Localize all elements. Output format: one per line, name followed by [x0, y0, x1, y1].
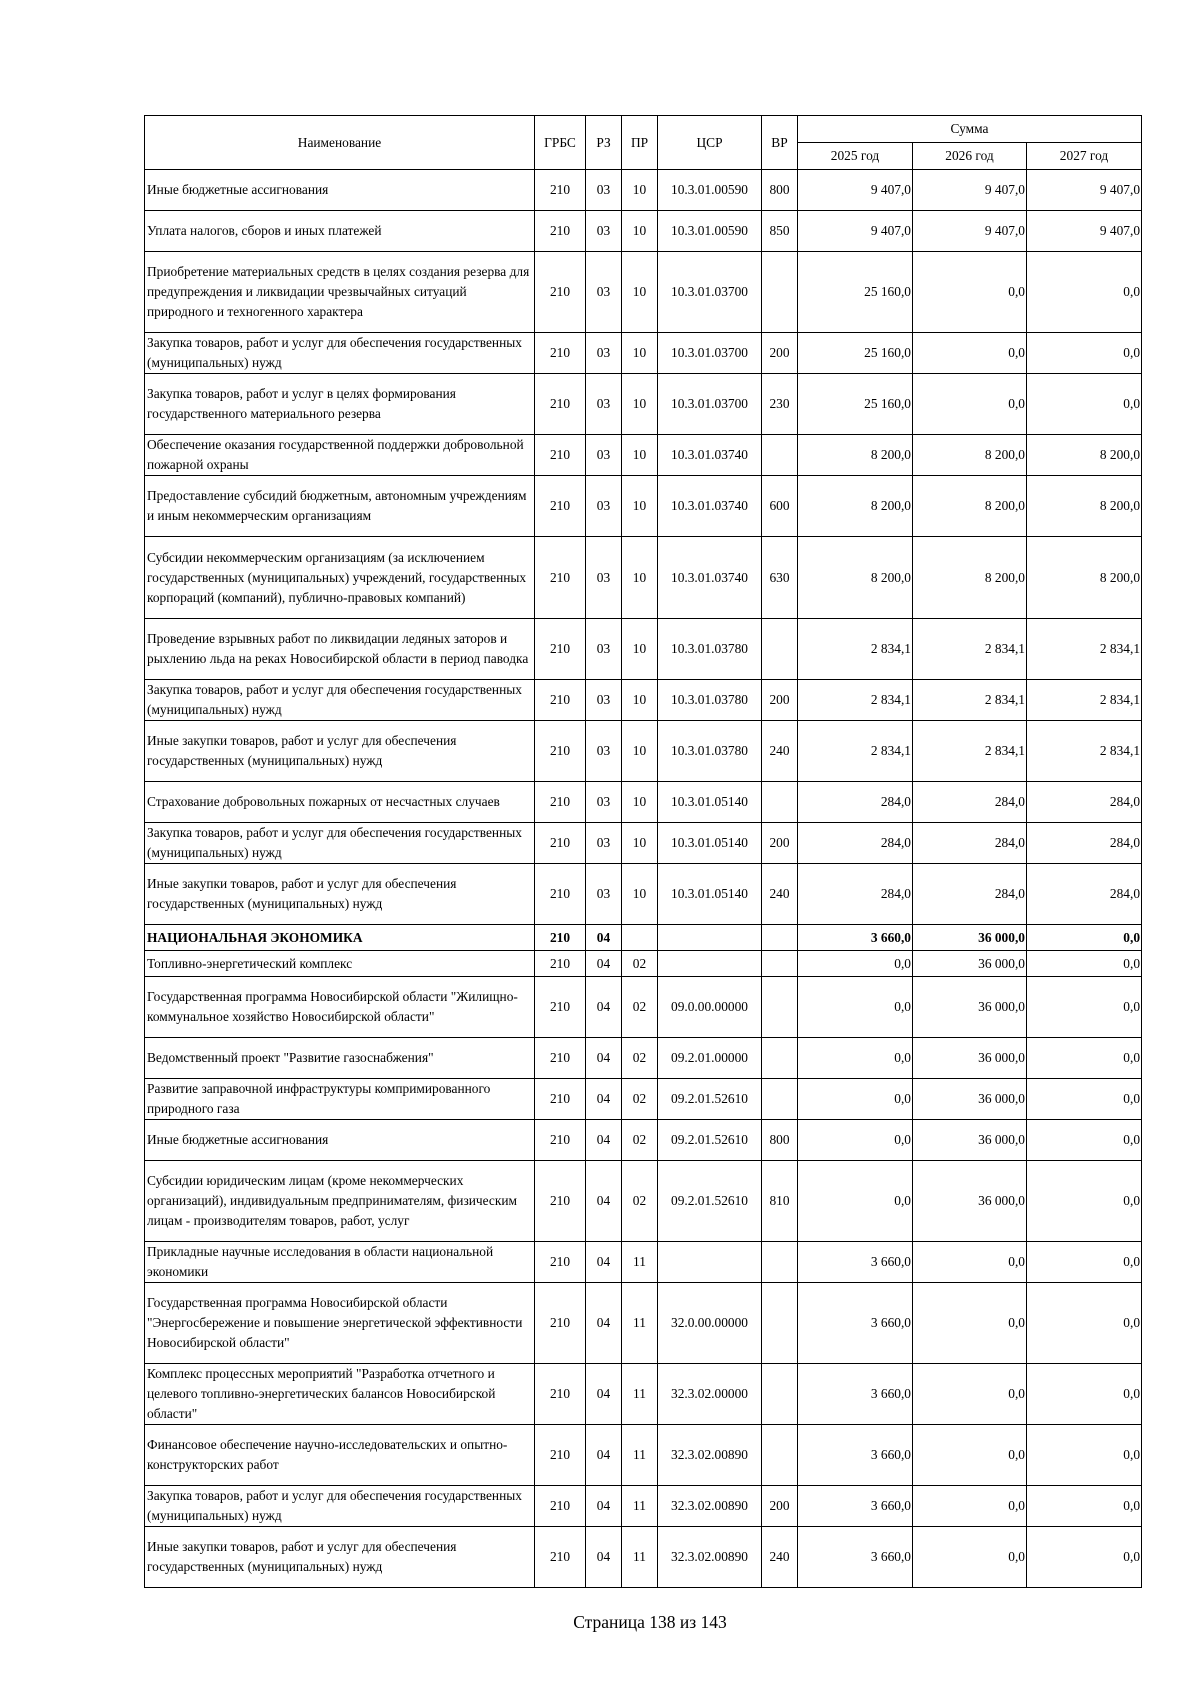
cell-name: Закупка товаров, работ и услуг для обеспечения государственных (муниципальных) нужд — [145, 333, 535, 374]
table-row — [145, 537, 1142, 619]
cell-csr: 10.3.01.03700 — [658, 374, 762, 435]
cell-sum-2025: 3 660,0 — [798, 1242, 913, 1283]
cell-sum-2025: 3 660,0 — [798, 1283, 913, 1364]
cell-csr: 10.3.01.00590 — [658, 211, 762, 252]
table-row — [145, 1364, 1142, 1425]
cell-sum-2026: 36 000,0 — [913, 1161, 1027, 1242]
cell-name: Государственная программа Новосибирской области "Жилищно-коммунальное хозяйство Новосибирской области" — [145, 977, 535, 1038]
cell-grbs: 210 — [535, 1486, 586, 1527]
cell-name: Уплата налогов, сборов и иных платежей — [145, 211, 535, 252]
cell-pr: 10 — [622, 435, 658, 476]
cell-sum-2025: 25 160,0 — [798, 333, 913, 374]
cell-csr: 09.2.01.52610 — [658, 1079, 762, 1120]
cell-vr — [762, 1283, 798, 1364]
cell-vr: 600 — [762, 476, 798, 537]
table-row — [145, 1283, 1142, 1364]
cell-grbs: 210 — [535, 537, 586, 619]
cell-vr — [762, 782, 798, 823]
cell-csr: 32.0.00.00000 — [658, 1283, 762, 1364]
cell-vr: 230 — [762, 374, 798, 435]
cell-sum-2027: 2 834,1 — [1027, 619, 1142, 680]
cell-sum-2026: 284,0 — [913, 823, 1027, 864]
cell-sum-2027: 2 834,1 — [1027, 721, 1142, 782]
cell-sum-2025: 2 834,1 — [798, 680, 913, 721]
cell-grbs: 210 — [535, 864, 586, 925]
cell-rz: 03 — [586, 721, 622, 782]
cell-rz: 03 — [586, 333, 622, 374]
cell-sum-2025: 9 407,0 — [798, 211, 913, 252]
cell-name: Обеспечение оказания государственной поддержки добровольной пожарной охраны — [145, 435, 535, 476]
cell-pr: 10 — [622, 374, 658, 435]
cell-name: Закупка товаров, работ и услуг для обеспечения государственных (муниципальных) нужд — [145, 1486, 535, 1527]
cell-pr: 02 — [622, 1161, 658, 1242]
cell-grbs: 210 — [535, 1527, 586, 1588]
cell-vr — [762, 435, 798, 476]
cell-vr: 240 — [762, 864, 798, 925]
cell-pr: 02 — [622, 1120, 658, 1161]
cell-csr: 10.3.01.03780 — [658, 721, 762, 782]
cell-grbs: 210 — [535, 782, 586, 823]
cell-name: Прикладные научные исследования в области национальной экономики — [145, 1242, 535, 1283]
table-row — [145, 333, 1142, 374]
cell-name: Комплекс процессных мероприятий "Разработка отчетного и целевого топливно-энергетических балансов Новосибирской области" — [145, 1364, 535, 1425]
cell-sum-2026: 9 407,0 — [913, 170, 1027, 211]
cell-csr: 10.3.01.05140 — [658, 823, 762, 864]
col-header-sum: Сумма — [798, 116, 1142, 143]
table-row — [145, 170, 1142, 211]
cell-grbs: 210 — [535, 435, 586, 476]
cell-rz: 04 — [586, 1364, 622, 1425]
cell-sum-2025: 2 834,1 — [798, 619, 913, 680]
cell-pr: 10 — [622, 252, 658, 333]
cell-sum-2025: 2 834,1 — [798, 721, 913, 782]
cell-name: Закупка товаров, работ и услуг для обеспечения государственных (муниципальных) нужд — [145, 680, 535, 721]
table-row — [145, 252, 1142, 333]
col-header-year-2025: 2025 год — [798, 143, 913, 170]
cell-sum-2026: 0,0 — [913, 1364, 1027, 1425]
table-row — [145, 619, 1142, 680]
cell-csr: 32.3.02.00000 — [658, 1364, 762, 1425]
cell-sum-2026: 0,0 — [913, 1283, 1027, 1364]
cell-name: Проведение взрывных работ по ликвидации ледяных заторов и рыхлению льда на реках Новосибирской области в период паводка — [145, 619, 535, 680]
cell-sum-2027: 284,0 — [1027, 823, 1142, 864]
cell-rz: 04 — [586, 951, 622, 977]
cell-grbs: 210 — [535, 619, 586, 680]
cell-name: Закупка товаров, работ и услуг для обеспечения государственных (муниципальных) нужд — [145, 823, 535, 864]
cell-grbs: 210 — [535, 1079, 586, 1120]
cell-sum-2027: 9 407,0 — [1027, 170, 1142, 211]
cell-sum-2026: 0,0 — [913, 1425, 1027, 1486]
cell-vr — [762, 1364, 798, 1425]
cell-sum-2026: 0,0 — [913, 252, 1027, 333]
cell-sum-2025: 3 660,0 — [798, 1527, 913, 1588]
cell-grbs: 210 — [535, 977, 586, 1038]
cell-grbs: 210 — [535, 823, 586, 864]
cell-rz: 04 — [586, 977, 622, 1038]
cell-sum-2027: 0,0 — [1027, 1242, 1142, 1283]
cell-pr: 10 — [622, 782, 658, 823]
cell-vr — [762, 925, 798, 951]
cell-pr — [622, 925, 658, 951]
table-row — [145, 721, 1142, 782]
cell-name: Иные бюджетные ассигнования — [145, 1120, 535, 1161]
table-row — [145, 1425, 1142, 1486]
cell-sum-2026: 9 407,0 — [913, 211, 1027, 252]
table-row — [145, 1527, 1142, 1588]
cell-name: Иные бюджетные ассигнования — [145, 170, 535, 211]
table-row — [145, 1486, 1142, 1527]
cell-name: Финансовое обеспечение научно-исследовательских и опытно-конструкторских работ — [145, 1425, 535, 1486]
cell-csr — [658, 1242, 762, 1283]
cell-rz: 03 — [586, 211, 622, 252]
col-header-pr: ПР — [622, 116, 658, 170]
col-header-vr: ВР — [762, 116, 798, 170]
col-header-rz: РЗ — [586, 116, 622, 170]
cell-grbs: 210 — [535, 680, 586, 721]
cell-pr: 02 — [622, 1038, 658, 1079]
cell-csr: 09.2.01.52610 — [658, 1161, 762, 1242]
cell-sum-2027: 0,0 — [1027, 1527, 1142, 1588]
cell-rz: 03 — [586, 252, 622, 333]
cell-name: Государственная программа Новосибирской области "Энергосбережение и повышение энергетической эффективности Новосибирской области" — [145, 1283, 535, 1364]
cell-vr — [762, 977, 798, 1038]
cell-vr — [762, 252, 798, 333]
table-row — [145, 435, 1142, 476]
cell-sum-2025: 8 200,0 — [798, 476, 913, 537]
cell-pr: 11 — [622, 1242, 658, 1283]
header-row-top — [145, 116, 1142, 143]
cell-csr: 10.3.01.00590 — [658, 170, 762, 211]
cell-name: Топливно-энергетический комплекс — [145, 951, 535, 977]
cell-grbs: 210 — [535, 211, 586, 252]
cell-sum-2025: 0,0 — [798, 1079, 913, 1120]
table-row — [145, 1038, 1142, 1079]
cell-sum-2027: 0,0 — [1027, 1486, 1142, 1527]
cell-pr: 10 — [622, 619, 658, 680]
cell-sum-2026: 2 834,1 — [913, 721, 1027, 782]
cell-sum-2027: 284,0 — [1027, 864, 1142, 925]
table-row — [145, 782, 1142, 823]
table-row — [145, 374, 1142, 435]
cell-sum-2027: 0,0 — [1027, 951, 1142, 977]
cell-sum-2026: 0,0 — [913, 1486, 1027, 1527]
cell-vr: 800 — [762, 170, 798, 211]
cell-rz: 04 — [586, 1120, 622, 1161]
cell-csr: 10.3.01.03700 — [658, 252, 762, 333]
cell-vr: 240 — [762, 721, 798, 782]
cell-rz: 03 — [586, 823, 622, 864]
cell-vr: 240 — [762, 1527, 798, 1588]
cell-sum-2026: 0,0 — [913, 374, 1027, 435]
col-header-grbs: ГРБС — [535, 116, 586, 170]
cell-rz: 03 — [586, 619, 622, 680]
cell-csr: 10.3.01.03740 — [658, 537, 762, 619]
cell-sum-2025: 284,0 — [798, 782, 913, 823]
cell-vr — [762, 619, 798, 680]
cell-sum-2026: 36 000,0 — [913, 951, 1027, 977]
cell-grbs: 210 — [535, 1161, 586, 1242]
cell-rz: 04 — [586, 1527, 622, 1588]
cell-grbs: 210 — [535, 1364, 586, 1425]
col-header-year-2027: 2027 год — [1027, 143, 1142, 170]
cell-pr: 10 — [622, 823, 658, 864]
cell-pr: 11 — [622, 1283, 658, 1364]
table-row — [145, 864, 1142, 925]
cell-vr — [762, 1038, 798, 1079]
cell-sum-2025: 284,0 — [798, 864, 913, 925]
cell-sum-2027: 0,0 — [1027, 1364, 1142, 1425]
cell-sum-2025: 0,0 — [798, 1161, 913, 1242]
cell-csr: 10.3.01.03740 — [658, 435, 762, 476]
cell-grbs: 210 — [535, 1120, 586, 1161]
cell-sum-2027: 8 200,0 — [1027, 537, 1142, 619]
cell-sum-2027: 0,0 — [1027, 374, 1142, 435]
cell-sum-2025: 25 160,0 — [798, 374, 913, 435]
cell-sum-2026: 36 000,0 — [913, 1120, 1027, 1161]
cell-name: Субсидии юридическим лицам (кроме некоммерческих организаций), индивидуальным предпринимателям, физическим лицам - производителям товаров, работ, услуг — [145, 1161, 535, 1242]
cell-csr: 09.0.00.00000 — [658, 977, 762, 1038]
cell-grbs: 210 — [535, 1283, 586, 1364]
cell-sum-2025: 8 200,0 — [798, 435, 913, 476]
cell-rz: 04 — [586, 1038, 622, 1079]
cell-sum-2027: 8 200,0 — [1027, 476, 1142, 537]
cell-name: Ведомственный проект "Развитие газоснабжения" — [145, 1038, 535, 1079]
cell-pr: 10 — [622, 864, 658, 925]
cell-sum-2027: 0,0 — [1027, 1161, 1142, 1242]
cell-sum-2027: 0,0 — [1027, 977, 1142, 1038]
cell-vr: 200 — [762, 333, 798, 374]
cell-csr: 09.2.01.00000 — [658, 1038, 762, 1079]
cell-rz: 03 — [586, 864, 622, 925]
cell-grbs: 210 — [535, 333, 586, 374]
cell-grbs: 210 — [535, 721, 586, 782]
cell-rz: 04 — [586, 1425, 622, 1486]
cell-grbs: 210 — [535, 374, 586, 435]
cell-csr: 10.3.01.03740 — [658, 476, 762, 537]
cell-name: Иные закупки товаров, работ и услуг для обеспечения государственных (муниципальных) нужд — [145, 1527, 535, 1588]
page-number: Страница 138 из 143 — [573, 1612, 727, 1632]
cell-vr — [762, 1242, 798, 1283]
cell-sum-2027: 284,0 — [1027, 782, 1142, 823]
cell-sum-2026: 2 834,1 — [913, 680, 1027, 721]
table-row — [145, 951, 1142, 977]
col-header-year-2026: 2026 год — [913, 143, 1027, 170]
cell-csr: 09.2.01.52610 — [658, 1120, 762, 1161]
cell-csr — [658, 925, 762, 951]
cell-sum-2027: 0,0 — [1027, 1038, 1142, 1079]
cell-grbs: 210 — [535, 252, 586, 333]
cell-vr: 630 — [762, 537, 798, 619]
cell-sum-2025: 9 407,0 — [798, 170, 913, 211]
cell-csr: 32.3.02.00890 — [658, 1486, 762, 1527]
cell-vr: 850 — [762, 211, 798, 252]
cell-sum-2027: 0,0 — [1027, 333, 1142, 374]
cell-sum-2026: 8 200,0 — [913, 537, 1027, 619]
cell-sum-2027: 0,0 — [1027, 1283, 1142, 1364]
cell-sum-2026: 36 000,0 — [913, 977, 1027, 1038]
cell-grbs: 210 — [535, 925, 586, 951]
cell-sum-2026: 36 000,0 — [913, 925, 1027, 951]
cell-grbs: 210 — [535, 1242, 586, 1283]
cell-sum-2026: 0,0 — [913, 333, 1027, 374]
cell-csr: 32.3.02.00890 — [658, 1425, 762, 1486]
cell-pr: 11 — [622, 1425, 658, 1486]
cell-rz: 04 — [586, 1242, 622, 1283]
cell-pr: 02 — [622, 951, 658, 977]
cell-sum-2025: 8 200,0 — [798, 537, 913, 619]
cell-vr — [762, 1425, 798, 1486]
cell-rz: 04 — [586, 925, 622, 951]
cell-rz: 03 — [586, 782, 622, 823]
cell-rz: 04 — [586, 1161, 622, 1242]
cell-sum-2025: 3 660,0 — [798, 925, 913, 951]
cell-pr: 11 — [622, 1527, 658, 1588]
cell-rz: 03 — [586, 170, 622, 211]
cell-name: Страхование добровольных пожарных от несчастных случаев — [145, 782, 535, 823]
cell-sum-2027: 0,0 — [1027, 1079, 1142, 1120]
cell-name: Субсидии некоммерческим организациям (за исключением государственных (муниципальных) учреждений, государственных корпораций (компаний), публично-правовых компаний) — [145, 537, 535, 619]
cell-vr: 200 — [762, 823, 798, 864]
cell-sum-2027: 0,0 — [1027, 1120, 1142, 1161]
cell-sum-2025: 0,0 — [798, 977, 913, 1038]
cell-sum-2025: 284,0 — [798, 823, 913, 864]
cell-sum-2026: 284,0 — [913, 782, 1027, 823]
cell-grbs: 210 — [535, 951, 586, 977]
cell-sum-2026: 8 200,0 — [913, 476, 1027, 537]
table-row — [145, 1242, 1142, 1283]
cell-vr: 200 — [762, 680, 798, 721]
cell-sum-2027: 9 407,0 — [1027, 211, 1142, 252]
cell-sum-2025: 3 660,0 — [798, 1486, 913, 1527]
cell-grbs: 210 — [535, 476, 586, 537]
cell-sum-2026: 2 834,1 — [913, 619, 1027, 680]
cell-rz: 03 — [586, 435, 622, 476]
table-row — [145, 977, 1142, 1038]
cell-rz: 04 — [586, 1079, 622, 1120]
cell-name: Иные закупки товаров, работ и услуг для обеспечения государственных (муниципальных) нужд — [145, 864, 535, 925]
cell-sum-2025: 3 660,0 — [798, 1364, 913, 1425]
cell-csr: 10.3.01.03780 — [658, 619, 762, 680]
cell-rz: 04 — [586, 1486, 622, 1527]
cell-sum-2027: 8 200,0 — [1027, 435, 1142, 476]
cell-sum-2025: 0,0 — [798, 1120, 913, 1161]
cell-sum-2025: 0,0 — [798, 951, 913, 977]
cell-pr: 10 — [622, 721, 658, 782]
cell-csr — [658, 951, 762, 977]
table-row — [145, 823, 1142, 864]
cell-csr: 10.3.01.03780 — [658, 680, 762, 721]
cell-sum-2026: 0,0 — [913, 1527, 1027, 1588]
cell-name: Предоставление субсидий бюджетным, автономным учреждениям и иным некоммерческим организациям — [145, 476, 535, 537]
cell-grbs: 210 — [535, 1425, 586, 1486]
cell-name: Закупка товаров, работ и услуг в целях формирования государственного материального резерва — [145, 374, 535, 435]
cell-sum-2026: 8 200,0 — [913, 435, 1027, 476]
budget-table — [144, 115, 1142, 1588]
cell-vr: 200 — [762, 1486, 798, 1527]
cell-name: Иные закупки товаров, работ и услуг для обеспечения государственных (муниципальных) нужд — [145, 721, 535, 782]
col-header-name: Наименование — [145, 116, 535, 170]
table-row — [145, 1161, 1142, 1242]
table-body — [145, 170, 1142, 1588]
cell-sum-2026: 0,0 — [913, 1242, 1027, 1283]
cell-sum-2026: 284,0 — [913, 864, 1027, 925]
col-header-csr: ЦСР — [658, 116, 762, 170]
cell-name: НАЦИОНАЛЬНАЯ ЭКОНОМИКА — [145, 925, 535, 951]
cell-pr: 10 — [622, 211, 658, 252]
cell-rz: 03 — [586, 374, 622, 435]
cell-sum-2025: 25 160,0 — [798, 252, 913, 333]
table-row — [145, 1120, 1142, 1161]
cell-sum-2026: 36 000,0 — [913, 1038, 1027, 1079]
cell-vr — [762, 1079, 798, 1120]
cell-rz: 03 — [586, 537, 622, 619]
cell-pr: 10 — [622, 680, 658, 721]
cell-grbs: 210 — [535, 1038, 586, 1079]
cell-vr: 810 — [762, 1161, 798, 1242]
cell-pr: 10 — [622, 537, 658, 619]
cell-pr: 02 — [622, 1079, 658, 1120]
cell-csr: 10.3.01.05140 — [658, 864, 762, 925]
cell-csr: 10.3.01.05140 — [658, 782, 762, 823]
cell-pr: 10 — [622, 170, 658, 211]
cell-pr: 10 — [622, 476, 658, 537]
cell-grbs: 210 — [535, 170, 586, 211]
table-row — [145, 925, 1142, 951]
cell-sum-2027: 2 834,1 — [1027, 680, 1142, 721]
cell-csr: 32.3.02.00890 — [658, 1527, 762, 1588]
cell-name: Приобретение материальных средств в целях создания резерва для предупреждения и ликвидации чрезвычайных ситуаций природного и техногенного характера — [145, 252, 535, 333]
cell-sum-2027: 0,0 — [1027, 925, 1142, 951]
cell-sum-2026: 36 000,0 — [913, 1079, 1027, 1120]
table-row — [145, 211, 1142, 252]
cell-pr: 02 — [622, 977, 658, 1038]
table-row — [145, 680, 1142, 721]
cell-vr: 800 — [762, 1120, 798, 1161]
table-row — [145, 476, 1142, 537]
cell-rz: 03 — [586, 680, 622, 721]
cell-sum-2025: 0,0 — [798, 1038, 913, 1079]
cell-vr — [762, 951, 798, 977]
cell-pr: 10 — [622, 333, 658, 374]
cell-pr: 11 — [622, 1364, 658, 1425]
cell-sum-2025: 3 660,0 — [798, 1425, 913, 1486]
cell-sum-2027: 0,0 — [1027, 252, 1142, 333]
cell-name: Развитие заправочной инфраструктуры компримированного природного газа — [145, 1079, 535, 1120]
cell-sum-2027: 0,0 — [1027, 1425, 1142, 1486]
cell-rz: 04 — [586, 1283, 622, 1364]
cell-rz: 03 — [586, 476, 622, 537]
cell-csr: 10.3.01.03700 — [658, 333, 762, 374]
table-row — [145, 1079, 1142, 1120]
cell-pr: 11 — [622, 1486, 658, 1527]
